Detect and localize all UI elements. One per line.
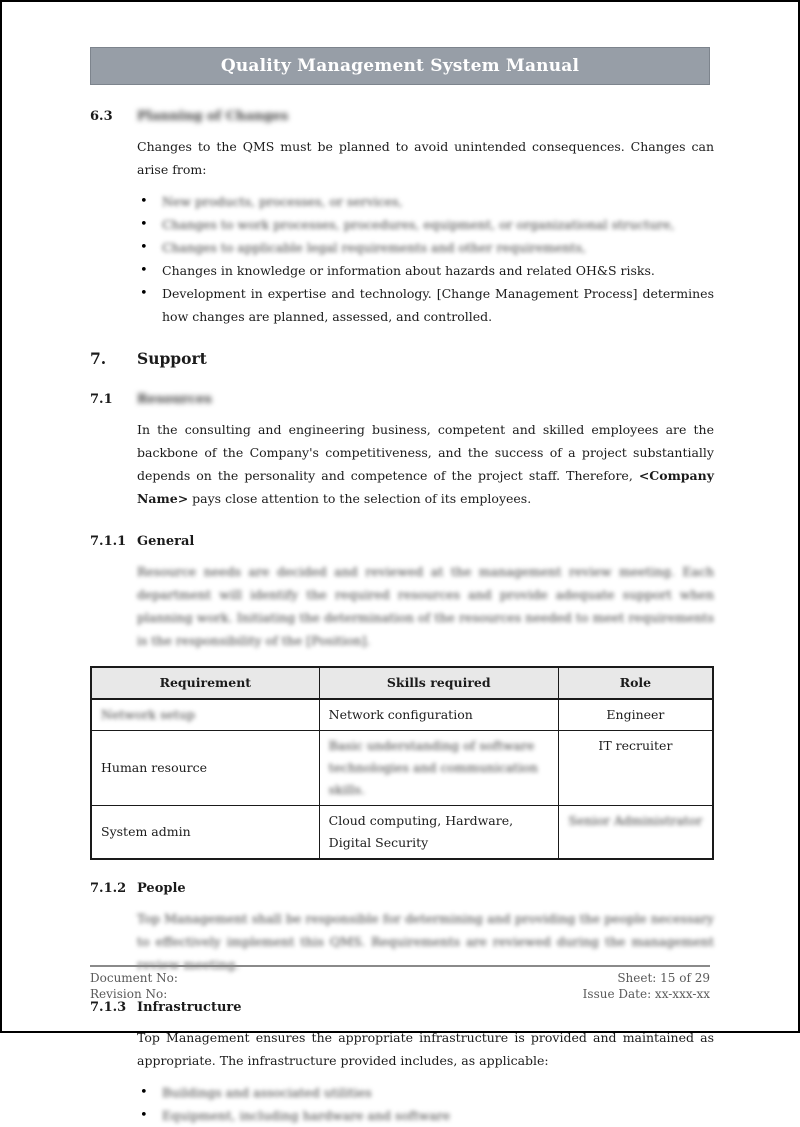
footer-issue-date: Issue Date: xx-xxx-xx [582, 987, 710, 1001]
paragraph: Top Management ensures the appropriate infrastructure is provided and maintained as appropriate. The infrastructure provided includes, as applicable: [137, 1030, 714, 1068]
footer-left [90, 970, 178, 1002]
table-cell: Engineer [558, 699, 713, 731]
table-cell: System admin [91, 806, 319, 860]
section-heading: People [137, 881, 186, 896]
section-6-3-heading-row [90, 109, 714, 124]
table-row [91, 699, 713, 731]
paragraph-text: pays close attention to the selection of its employees. [188, 491, 532, 506]
page-title: Quality Management System Manual [220, 56, 580, 76]
table-row [91, 731, 713, 806]
bullet-text: Changes to work processes, procedures, equipment, or organizational structure, [162, 217, 675, 232]
section-number: 6.3 [90, 109, 113, 124]
section-number: 7.1 [90, 392, 113, 407]
bullet-list [137, 1081, 714, 1127]
section-heading: Resources [137, 392, 212, 407]
bullet-item [137, 236, 714, 259]
paragraph: Top Management shall be responsible for determining and providing the people necessary to effectively implement this QMS. Requirements are reviewed during the management review meeting. [137, 911, 714, 972]
table-header-cell: Role [558, 667, 713, 699]
paragraph: Resource needs are decided and reviewed at the management review meeting. Each department will identify the required resources and provide adequate support when planning work. Initiating the determination of the resources needed to meet requirements is the responsibility of the [Position]. [137, 564, 714, 648]
section-number: 7. [90, 349, 107, 368]
table-row [91, 806, 713, 860]
bullet-text: Buildings and associated utilities [162, 1085, 372, 1100]
table-cell: IT recruiter [558, 731, 713, 806]
paragraph-text: In the consulting and engineering business, competent and skilled employees are the backbone of the Company's competitiveness, and the success of a project substantially depends on the personality and competence of the project staff. Therefore, [137, 422, 714, 483]
paragraph: Changes to the QMS must be planned to avoid unintended consequences. Changes can arise from: [137, 139, 714, 177]
table-cell: Cloud computing, Hardware, Digital Security [319, 806, 558, 860]
table-cell: Human resource [91, 731, 319, 806]
section-heading: Infrastructure [137, 1000, 242, 1015]
paragraph [137, 418, 714, 510]
bullet-item [137, 1081, 714, 1104]
section-number: 7.1.2 [90, 881, 127, 896]
requirements-table [90, 666, 714, 860]
bullet-text: Changes to applicable legal requirements and other requirements, [162, 240, 586, 255]
bullet-item [137, 213, 714, 236]
bullet-text: Equipment, including hardware and software [162, 1108, 451, 1123]
footer-right [583, 970, 710, 1002]
cell-text: Senior Administrator [568, 813, 703, 828]
document-title-bar [90, 47, 710, 85]
bullet-item: • Development in expertise and technology. [Change Management Process] determines how changes are planned, assessed, and controlled. [137, 282, 714, 328]
section-heading: General [137, 534, 195, 549]
section-7-1-2-heading-row [90, 881, 714, 896]
footer-revision-no: Revision No: [90, 987, 168, 1001]
cell-text: Network setup [101, 707, 195, 722]
bullet-item [137, 190, 714, 213]
footer-sheet: Sheet: 15 of 29 [617, 971, 710, 985]
company-name-placeholder: <Company Name> [137, 468, 714, 506]
section-number: 7.1.1 [90, 534, 127, 549]
section-7-1-3-heading-row [90, 1000, 714, 1015]
table-header-cell: Skills required [319, 667, 558, 699]
table-cell [558, 806, 713, 860]
bullet-text: New products, processes, or services, [162, 194, 403, 209]
section-7-1-1-heading-row [90, 534, 714, 549]
table-header-row [91, 667, 713, 699]
bullet-item [137, 1104, 714, 1127]
table-cell [91, 699, 319, 731]
bullet-item: • Changes in knowledge or information about hazards and related OH&S risks. [137, 259, 714, 282]
page-footer [90, 965, 710, 1002]
section-heading: Planning of Changes [137, 109, 289, 124]
section-7-1-heading-row [90, 392, 714, 407]
footer-document-no: Document No: [90, 971, 178, 985]
table-cell [319, 731, 558, 806]
section-7-heading-row [90, 349, 714, 368]
section-number: 7.1.3 [90, 1000, 127, 1015]
bullet-list [137, 190, 714, 328]
table-cell: Network configuration [319, 699, 558, 731]
section-heading: Support [137, 349, 207, 368]
cell-text: Basic understanding of software technologies and communication skills. [328, 738, 538, 797]
table-header-cell: Requirement [91, 667, 319, 699]
